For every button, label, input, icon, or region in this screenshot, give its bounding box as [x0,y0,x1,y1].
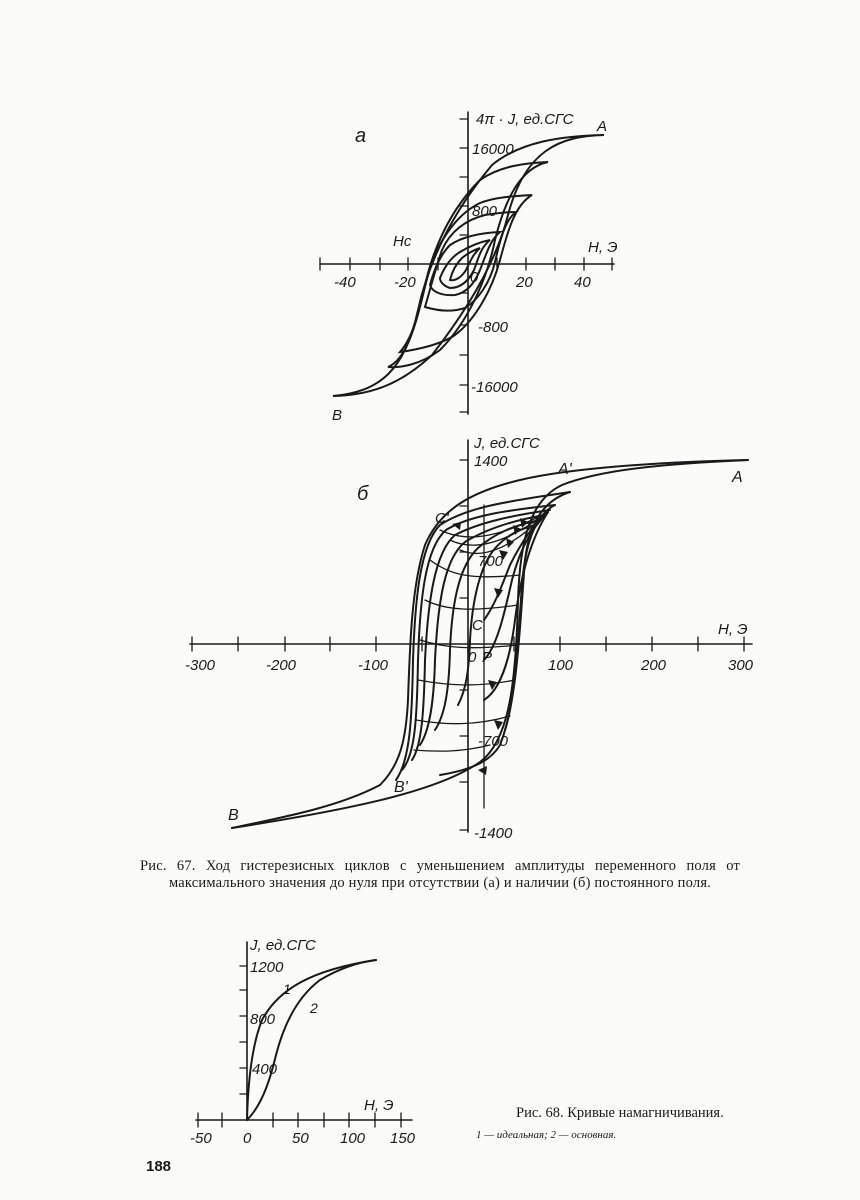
figure-68-legend: 1 — идеальная; 2 — основная. [476,1129,617,1141]
fig-a-x-tick-label: 20 [516,274,533,291]
fig-b-point-c1: C' [435,510,449,527]
fig-68-curve-1-label: 1 [283,981,291,997]
fig-68-y-label: J, ед.СГС [250,937,316,954]
fig-b-x-tick-label: 100 [548,657,574,674]
fig-b-x-label: H, Э [718,621,748,638]
figure-67b [190,440,752,832]
fig-b-loop-3b [505,505,555,730]
fig-b-y-label: J, ед.СГС [474,435,540,452]
fig-b-loop-7 [458,525,535,705]
fig-b-x-tick-label: 200 [641,657,667,674]
fig-a-x-tick-label: 40 [574,274,591,291]
figure-67-caption: Рис. 67. Ход гистерезисных циклов с уменьшением амплитуды переменного поля от максимального значения до нуля при отсутствии (а) и наличии (б) постоянного поля. [140,858,740,891]
fig-68-x-tick-label: 150 [390,1130,416,1147]
fig-a-x-tick-label: -40 [334,274,356,291]
fig-b-y-tick-label: 700 [478,553,504,570]
fig-a-point-b: B [332,407,343,424]
fig-68-y-tick-label: 1200 [250,959,284,976]
fig-a-y-label: 4π · J, ед.СГС [476,111,574,128]
fig-b-y-tick-label: 1400 [474,453,508,470]
figure-67a [320,112,614,414]
fig-68-text [190,937,416,1147]
fig-a-y-tick-marks [460,119,468,412]
fig-a-y-tick-label: 16000 [472,141,514,158]
fig-68-x-label: H, Э [364,1097,394,1114]
fig-b-point-c: C [472,617,483,634]
fig-68-curve-2 [247,960,376,1120]
fig-b-x-tick-label: -100 [358,657,389,674]
fig-68-y-tick-label: 400 [252,1061,278,1078]
page-number: 188 [146,1158,172,1175]
fig-b-point-a: A [732,469,743,486]
fig-b-point-a1: A' [558,461,572,478]
fig-68-y-tick-marks [240,966,247,1094]
fig-68-curve-1 [247,960,376,1120]
fig-b-x-tick-label: 300 [728,657,754,674]
fig-a-hc-label: Hc [393,233,412,250]
fig-68-y-tick-label: 800 [250,1011,276,1028]
fig-b-point-b1: B' [394,779,408,796]
fig-68-x-tick-label: 50 [292,1130,309,1147]
fig-b-x-tick-label: -300 [185,657,216,674]
fig-a-x-label: H, Э [588,239,618,256]
fig-a-y-tick-label: -16000 [471,379,518,396]
fig-68-x-tick-label: -50 [190,1130,212,1147]
fig-b-point-b: B [228,807,239,824]
figure-68-caption: Рис. 68. Кривые намагничивания. [516,1105,724,1121]
fig-b-point-p: P [482,649,493,666]
fig-68-x-tick-label: 100 [340,1130,366,1147]
fig-a-y-tick-label: -800 [478,319,509,336]
fig-b-y-tick-label: -700 [478,733,509,750]
fig-a-panel-label: а [355,125,367,147]
fig-68-x-tick-label: 0 [243,1130,252,1147]
fig-b-y-tick-marks [460,460,468,830]
fig-a-x-tick-label: -20 [394,274,416,291]
fig-a-loop-3 [400,195,532,352]
fig-a-y-tick-label: 800 [472,203,498,220]
fig-b-x-tick-label: -200 [266,657,297,674]
fig-a-x-tick-label: 0 [470,269,479,286]
fig-b-origin: 0 [468,649,477,666]
fig-b-y-tick-label: -1400 [474,825,513,842]
fig-a-point-a: A [597,118,608,135]
fig-68-curve-2-label: 2 [310,1000,318,1016]
fig-b-panel-label: б [357,483,369,505]
